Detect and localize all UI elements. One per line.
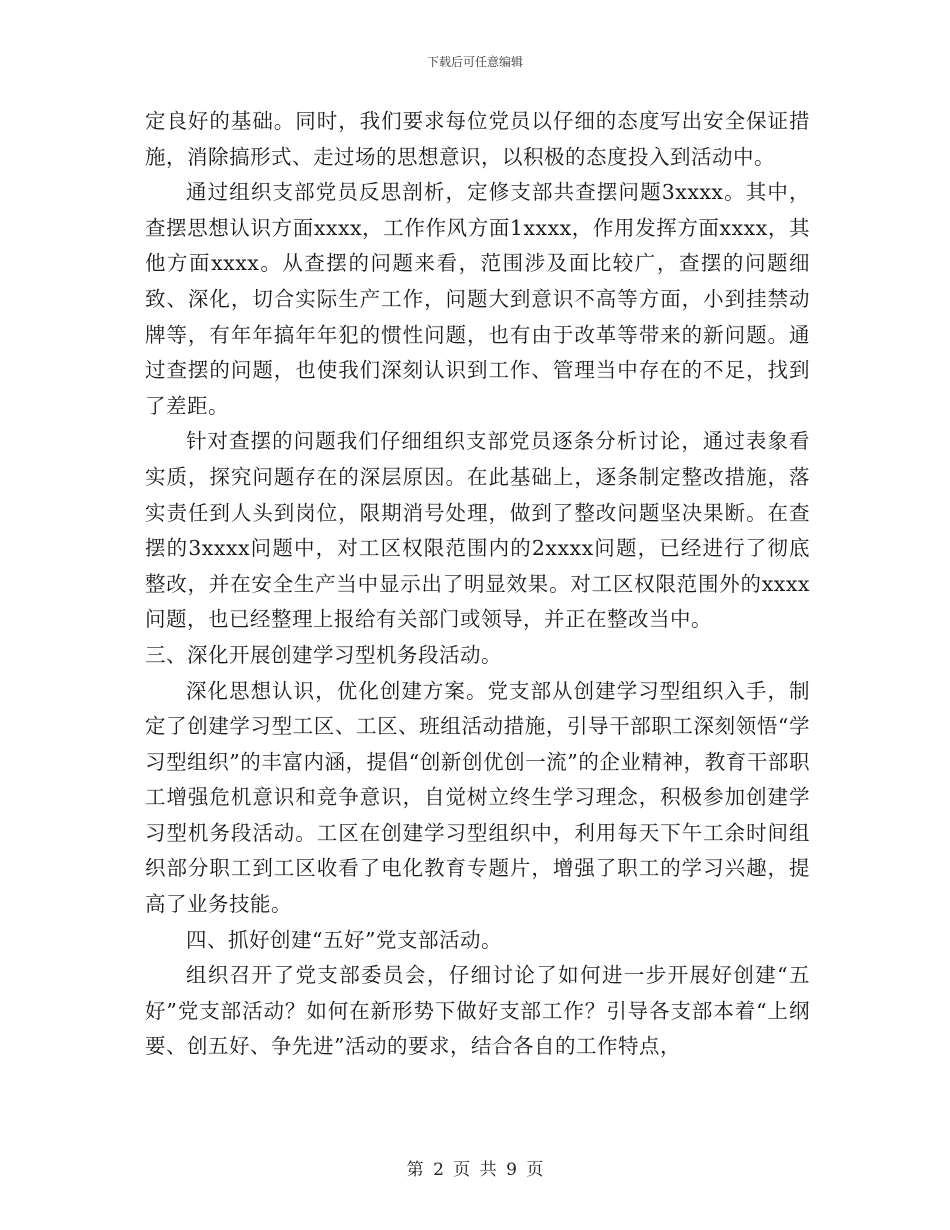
document-body bbox=[145, 104, 810, 1065]
section-heading-three: 三、深化开展创建学习型机务段活动。 bbox=[145, 642, 502, 667]
page-number-footer: 第 2 页 共 9 页 bbox=[406, 1160, 544, 1180]
section-heading-four: 四、抓好创建“五好”党支部活动。 bbox=[186, 927, 502, 952]
paragraph-problem-review: 通过组织支部党员反思剖析，定修支部共查摆问题3xxxx。其中，查摆思想认识方面xxxx，工作作风方面1xxxx，作用发挥方面xxxx，其他方面xxxx。从查摆的问题来看，范围涉及面比较广，查摆的问题细致、深化，切合实际生产工作，问题大到意识不高等方面，小到挂禁动牌等，有年年搞年年犯的惯性问题，也有由于改革等带来的新问题。通过查摆的问题，也使我们深刻认识到工作、管理当中存在的不足，找到了差距。 bbox=[145, 180, 810, 418]
paragraph-rectification: 针对查摆的问题我们仔细组织支部党员逐条分析讨论，通过表象看实质，探究问题存在的深层原因。在此基础上，逐条制定整改措施，落实责任到人头到岗位，限期消号处理，做到了整改问题坚决果断。在查摆的3xxxx问题中，对工区权限范围内的2xxxx问题，已经进行了彻底整改，并在安全生产当中显示出了明显效果。对工区权限范围外的xxxx问题，也已经整理上报给有关部门或领导，并正在整改当中。 bbox=[145, 429, 810, 632]
page-header: 下载后可任意编辑 bbox=[426, 55, 523, 69]
paragraph-five-good-branch: 组织召开了党支部委员会，仔细讨论了如何进一步开展好创建“五好”党支部活动？如何在新形势下做好支部工作？引导各支部本着“上纲要、创五好、争先进”活动的要求，结合各自的工作特点， bbox=[145, 963, 810, 1059]
paragraph-continuation: 定良好的基础。同时，我们要求每位党员以仔细的态度写出安全保证措施，消除搞形式、走过场的思想意识，以积极的态度投入到活动中。 bbox=[145, 109, 810, 169]
paragraph-learning-organization: 深化思想认识，优化创建方案。党支部从创建学习型组织入手，制定了创建学习型工区、工区、班组活动措施，引导干部职工深刻领悟“学习型组织”的丰富内涵，提倡“创新创优创一流”的企业精神，教育干部职工增强危机意识和竞争意识，自觉树立终生学习理念，积极参加创建学习型机务段活动。工区在创建学习型组织中，利用每天下午工余时间组织部分职工到工区收看了电化教育专题片，增强了职工的学习兴趣，提高了业务技能。 bbox=[145, 678, 810, 917]
